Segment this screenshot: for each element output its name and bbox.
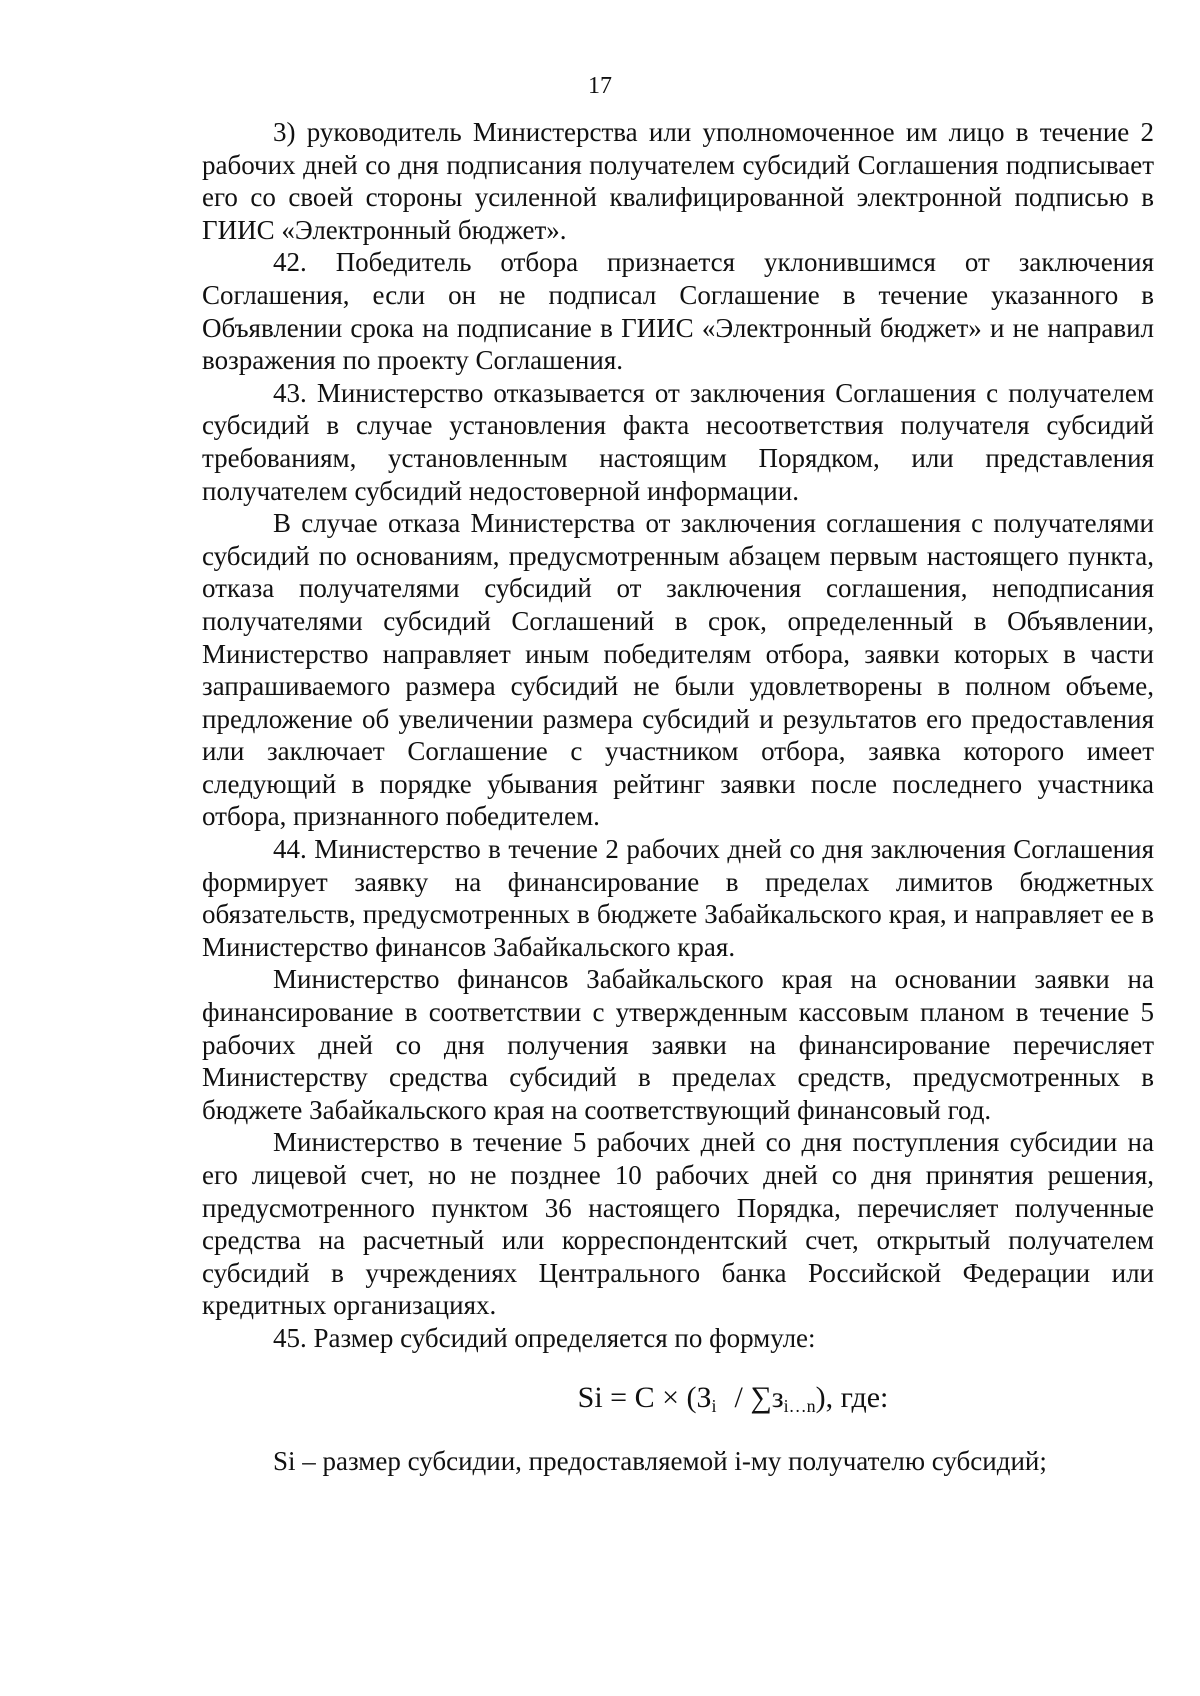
formula-subscript-i: i (711, 1395, 717, 1416)
paragraph-44-finance-ministry: Министерство финансов Забайкальского края на основании заявки на финансирование в соответствии с утвержденным кассовым планом в течение 5 рабочих дней со дня получения заявки на финансирование перечисляет Министерству средства субсидий в пределах средств, предусмотренных в бюджете Забайкальского края на соответствующий финансовый год. (202, 964, 1154, 1125)
formula-tail: ), где: (815, 1380, 889, 1414)
formula-divider: / ∑з (734, 1380, 784, 1414)
formula-subscript-range: i…n (783, 1395, 816, 1416)
paragraph-43-refusal-case: В случае отказа Министерства от заключения соглашения с получателями субсидий по основаниям, предусмотренным абзацем первым настоящего пункта, отказа получателями субсидий от заключения соглашения, неподписания получателями субсидий Соглашений в срок, определенный в Объявлении, Министерство направляет иным победителям отбора, заявки которых в части запрашиваемого размера субсидий не были удовлетворены в полном объеме, предложение об увеличении размера субсидий и результатов его предоставления или заключает Соглашение с участником отбора, заявка которого имеет следующий в порядке убывания рейтинг заявки после последнего участника отбора, признанного победителем. (202, 508, 1154, 832)
paragraph-44: 44. Министерство в течение 2 рабочих дней со дня заключения Соглашения формирует заявку на финансирование в пределах лимитов бюджетных обязательств, предусмотренных в бюджете Забайкальского края, и направляет ее в Министерство финансов Забайкальского края. (202, 834, 1154, 962)
paragraph-item-3: 3) руководитель Министерства или уполномоченное им лицо в течение 2 рабочих дней со дня подписания получателем субсидий Соглашения подписывает его со своей стороны усиленной квалифицированной электронной подписью в ГИИС «Электронный бюджет». (202, 117, 1154, 245)
paragraph-43: 43. Министерство отказывается от заключения Соглашения с получателем субсидий в случае установления факта несоответствия получателя субсидий требованиям, установленным настоящим Порядком, или представления получателем субсидий недостоверной информации. (202, 377, 1154, 506)
paragraph-45: 45. Размер субсидий определяется по формуле: (273, 1322, 816, 1353)
formula-lhs: Si = C × (З (577, 1380, 712, 1414)
page-number: 17 (588, 73, 612, 99)
paragraph-42: 42. Победитель отбора признается уклонившимся от заключения Соглашения, если он не подписал Соглашение в течение указанного в Объявлении срока на подписание в ГИИС «Электронный бюджет» и не направил возражения по проекту Соглашения. (202, 247, 1154, 376)
subsidy-formula (202, 1378, 1154, 1418)
paragraph-44-transfer: Министерство в течение 5 рабочих дней со дня поступления субсидии на его лицевой счет, но не позднее 10 рабочих дней со дня принятия решения, предусмотренного пунктом 36 настоящего Порядка, перечисляет полученные средства на расчетный или корреспондентский счет, открытый получателем субсидий в учреждениях Центрального банка Российской Федерации или кредитных организациях. (202, 1127, 1154, 1321)
document-body (202, 116, 1154, 1477)
formula-definition-si: Si – размер субсидии, предоставляемой i-му получателю субсидий; (273, 1445, 1047, 1476)
